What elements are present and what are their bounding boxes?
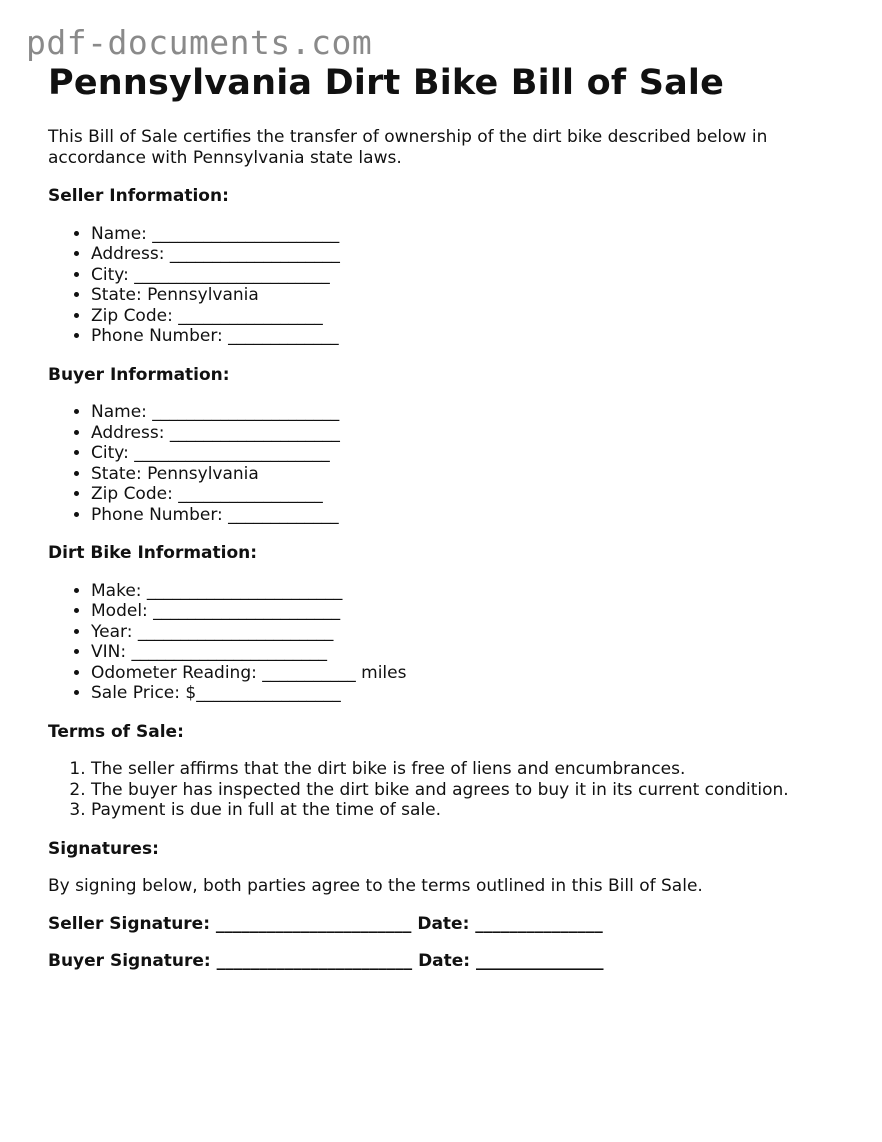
buyer-name-field: • Name: ______________________ bbox=[91, 402, 848, 423]
bike-price-field: • Sale Price: $_________________ bbox=[91, 683, 848, 704]
bike-heading: Dirt Bike Information: bbox=[48, 543, 258, 563]
buyer-phone-field: • Phone Number: _____________ bbox=[91, 505, 848, 526]
bike-vin-field: • VIN: _______________________ bbox=[91, 642, 848, 663]
page-title: Pennsylvania Dirt Bike Bill of Sale bbox=[48, 63, 725, 103]
bike-make-field: • Make: _______________________ bbox=[91, 581, 848, 602]
document-page bbox=[48, 60, 848, 972]
terms-heading: Terms of Sale: bbox=[48, 721, 184, 742]
seller-name-field: • Name: ______________________ bbox=[91, 224, 848, 245]
bike-odometer-field: • Odometer Reading: ___________ miles bbox=[91, 663, 848, 684]
watermark: pdf-documents.com bbox=[26, 23, 373, 62]
bike-model-field: • Model: ______________________ bbox=[91, 601, 848, 622]
signatures-heading: Signatures: bbox=[48, 838, 159, 859]
buyer-city-field: • City: _______________________ bbox=[91, 443, 848, 464]
terms-list bbox=[48, 759, 848, 821]
terms-item: 3. Payment is due in full at the time of sale. bbox=[91, 800, 848, 821]
bike-year-field: • Year: _______________________ bbox=[91, 622, 848, 643]
signatures-text: By signing below, both parties agree to the terms outlined in this Bill of Sale. bbox=[48, 876, 703, 896]
bike-list bbox=[48, 581, 848, 704]
terms-item: 2. The buyer has inspected the dirt bike and agrees to buy it in its current condition. bbox=[91, 780, 848, 801]
seller-heading: Seller Information: bbox=[48, 186, 229, 206]
seller-address-field: • Address: ____________________ bbox=[91, 244, 848, 265]
seller-signature-line: Seller Signature: _______________________ Date: _______________ bbox=[48, 913, 603, 934]
buyer-address-field: • Address: ____________________ bbox=[91, 423, 848, 444]
intro-paragraph: This Bill of Sale certifies the transfer of ownership of the dirt bike described below in accordance with Pennsylvania state laws. bbox=[48, 127, 768, 168]
seller-zip-field: • Zip Code: _________________ bbox=[91, 306, 848, 327]
buyer-zip-field: • Zip Code: _________________ bbox=[91, 484, 848, 505]
buyer-heading: Buyer Information: bbox=[48, 364, 230, 385]
buyer-state-field: • State: Pennsylvania bbox=[91, 464, 848, 485]
seller-state-field: • State: Pennsylvania bbox=[91, 285, 848, 306]
seller-list bbox=[48, 224, 848, 347]
buyer-list bbox=[48, 402, 848, 525]
seller-phone-field: • Phone Number: _____________ bbox=[91, 326, 848, 347]
terms-item: 1. The seller affirms that the dirt bike is free of liens and encumbrances. bbox=[91, 759, 848, 780]
buyer-signature-line: Buyer Signature: _______________________ Date: _______________ bbox=[48, 951, 604, 971]
seller-city-field: • City: _______________________ bbox=[91, 265, 848, 286]
